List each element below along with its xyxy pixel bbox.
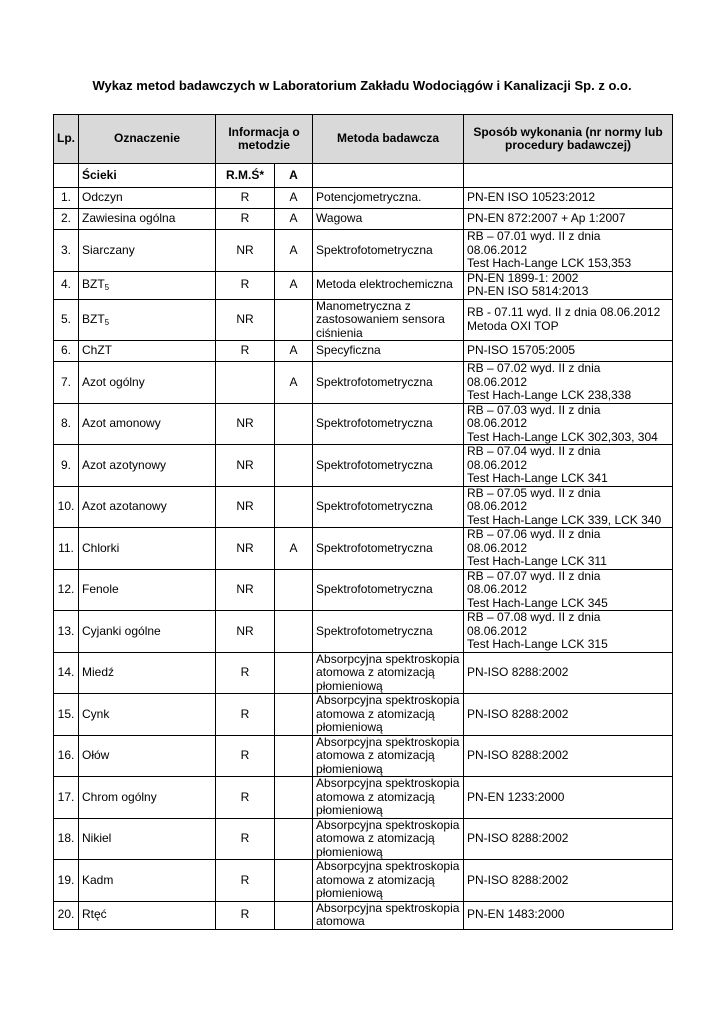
row-rms: R [216,694,275,736]
row-sposob-line: PN-ISO 8288:2002 [467,665,569,679]
row-oznaczenie-text: Cynk [82,706,110,721]
row-oznaczenie [79,341,216,362]
table-row [54,299,673,341]
row-oznaczenie-text: Ołów [82,748,110,762]
header-sposob: Sposób wykonania (nr normy lub procedury badawczej) [464,115,673,164]
row-metoda-line: Spektrofotometryczna [316,416,433,430]
row-metoda-line: atomowa z atomizacją [316,665,435,679]
table-row [54,271,673,299]
row-metoda-line: Spektrofotometryczna [316,499,433,513]
row-oznaczenie [79,777,216,819]
section-empty-sposob [464,164,673,188]
row-metoda-line: Absorpcyjna spektroskopia [316,817,460,832]
row-sposob-line: PN-EN 1899-1: 2002 [467,270,579,285]
row-lp: 9. [54,445,79,487]
row-a [275,445,313,487]
row-rms: R [216,341,275,362]
row-rms: R [216,818,275,860]
row-sposob-line: Test Hach-Lange LCK 153,353 [467,256,632,270]
row-oznaczenie [79,445,216,487]
row-sposob [464,611,673,653]
row-sposob-line: PN-EN 1483:2000 [467,907,565,922]
row-sposob-line: 08.06.2012 [467,457,528,472]
row-metoda-line: atomowa z atomizacją [316,706,435,721]
row-metoda-line: Potencjometryczna. [316,190,422,205]
row-lp: 14. [54,652,79,694]
row-metoda-line: Absorpcyjna spektroskopia [316,734,460,749]
row-a [275,901,313,929]
row-oznaczenie [79,901,216,929]
row-oznaczenie-text: Zawiesina ogólna [82,211,176,226]
row-sposob-line: RB – 07.01 wyd. II z dnia [467,229,601,243]
row-oznaczenie [79,860,216,902]
row-metoda [313,528,464,570]
row-metoda [313,362,464,404]
row-oznaczenie-text: Chlorki [82,540,120,555]
section-rms: R.M.Ś* [216,164,275,188]
row-sposob [464,188,673,209]
row-a [275,652,313,694]
row-oznaczenie [79,486,216,528]
row-sposob-line: RB – 07.05 wyd. II z dnia [467,485,601,500]
row-sposob-line: RB – 07.08 wyd. II z dnia [467,610,601,624]
row-metoda-line: Spektrofotometryczna [316,242,433,257]
row-metoda [313,860,464,902]
row-metoda [313,652,464,694]
row-sposob-line: PN-EN 872:2007 + Ap 1:2007 [467,211,626,226]
section-a: A [275,164,313,188]
row-oznaczenie-text: Rtęć [82,907,107,922]
row-a [275,403,313,445]
row-metoda-line: Absorpcyjna spektroskopia [316,900,460,915]
row-sposob-line: PN-ISO 8288:2002 [467,831,569,845]
row-oznaczenie-text: Kadm [82,872,114,887]
row-sposob-line: 08.06.2012 [467,582,528,596]
row-oznaczenie [79,271,216,299]
row-oznaczenie [79,611,216,653]
table-row [54,901,673,929]
row-sposob-line: Test Hach-Lange LCK 339, LCK 340 [467,512,662,527]
row-rms: R [216,652,275,694]
row-metoda-line: ciśnienia [316,325,363,340]
row-metoda [313,341,464,362]
row-sposob-line: RB – 07.07 wyd. II z dnia [467,568,601,583]
row-lp: 19. [54,860,79,902]
row-rms: NR [216,230,275,272]
table-row [54,569,673,611]
row-metoda [313,818,464,860]
row-a: A [275,528,313,570]
row-metoda-line: Spektrofotometryczna [316,457,433,472]
row-oznaczenie [79,528,216,570]
row-oznaczenie-text: Nikiel [82,831,112,845]
row-oznaczenie-text: BZT [82,277,105,292]
row-sposob [464,230,673,272]
table-row [54,209,673,230]
row-metoda-line: płomieniową [316,761,383,776]
row-sposob-line: 08.06.2012 [467,540,528,555]
row-sposob [464,901,673,929]
row-metoda [313,777,464,819]
row-sposob [464,486,673,528]
row-rms: R [216,209,275,230]
row-metoda [313,403,464,445]
row-metoda [313,445,464,487]
table-row [54,818,673,860]
row-rms: R [216,860,275,902]
row-sposob-line: Test Hach-Lange LCK 341 [467,471,608,485]
row-oznaczenie-text: Fenole [82,582,119,596]
row-metoda-line: Manometryczna z [316,298,411,313]
row-sposob-line: PN-ISO 15705:2005 [467,343,576,358]
row-metoda [313,299,464,341]
row-rms [216,362,275,404]
row-sposob-line: Test Hach-Lange LCK 345 [467,595,608,610]
row-a [275,777,313,819]
row-a: A [275,362,313,404]
row-sposob-line: PN-ISO 8288:2002 [467,872,569,887]
row-sposob [464,209,673,230]
table-row [54,403,673,445]
row-sposob-line: RB – 07.06 wyd. II z dnia [467,527,601,541]
table-row [54,777,673,819]
row-sposob-line: RB – 07.03 wyd. II z dnia [467,402,601,417]
row-metoda [313,735,464,777]
row-sposob [464,735,673,777]
row-lp: 18. [54,818,79,860]
row-oznaczenie [79,209,216,230]
table-row [54,362,673,404]
row-metoda-line: Absorpcyjna spektroskopia [316,651,460,666]
row-metoda-line: Spektrofotometryczna [316,374,433,389]
row-metoda [313,901,464,929]
row-oznaczenie-text: Azot ogólny [82,374,145,389]
row-sposob-line: 08.06.2012 [467,499,528,513]
row-oznaczenie [79,362,216,404]
row-oznaczenie-text: Chrom ogólny [82,789,157,804]
row-sposob-line: Test Hach-Lange LCK 315 [467,637,608,651]
page-title: Wykaz metod badawczych w Laboratorium Zakładu Wodociągów i Kanalizacji Sp. z o.o. [92,78,632,93]
row-lp: 6. [54,341,79,362]
row-a [275,818,313,860]
row-lp: 11. [54,528,79,570]
row-a [275,569,313,611]
table-row [54,341,673,362]
row-lp: 15. [54,694,79,736]
row-metoda-line: Metoda elektrochemiczna [316,277,453,292]
row-lp: 12. [54,569,79,611]
row-sposob [464,341,673,362]
row-sposob-line: PN-ISO 8288:2002 [467,706,569,721]
table-row [54,230,673,272]
row-sposob [464,777,673,819]
row-metoda-line: Absorpcyjna spektroskopia [316,859,460,873]
row-rms: NR [216,486,275,528]
row-sposob [464,299,673,341]
section-row [54,164,673,188]
row-sposob-line: PN-EN ISO 10523:2012 [467,190,596,205]
row-rms: NR [216,611,275,653]
row-metoda-line: płomieniową [316,678,383,693]
row-oznaczenie-text: Azot amonowy [82,416,161,430]
row-a: A [275,230,313,272]
row-oznaczenie [79,694,216,736]
row-lp: 13. [54,611,79,653]
row-metoda-line: atomowa z atomizacją [316,789,435,804]
row-oznaczenie-text: Odczyn [82,190,123,205]
row-metoda [313,694,464,736]
row-sposob-line: 08.06.2012 [467,623,528,638]
row-oznaczenie [79,735,216,777]
row-sposob-line: RB – 07.02 wyd. II z dnia [467,361,601,375]
row-metoda [313,188,464,209]
row-a [275,694,313,736]
row-oznaczenie-text: Cyjanki ogólne [82,623,161,638]
row-sposob [464,445,673,487]
header-oznaczenie: Oznaczenie [79,115,216,164]
row-a [275,860,313,902]
row-rms: NR [216,528,275,570]
row-oznaczenie [79,230,216,272]
row-metoda-line: atomowa z atomizacją [316,872,435,887]
row-sposob [464,362,673,404]
row-sposob-line: Test Hach-Lange LCK 302,303, 304 [467,429,658,444]
row-oznaczenie-text: Miedź [82,665,115,679]
row-metoda-line: zastosowaniem sensora [316,312,445,326]
row-metoda-line: płomieniową [316,844,383,859]
row-oznaczenie-text: Siarczany [82,242,135,257]
row-metoda [313,209,464,230]
table-row [54,528,673,570]
row-oznaczenie [79,299,216,341]
row-oznaczenie-subscript: 5 [104,318,110,327]
table-row [54,188,673,209]
row-metoda [313,611,464,653]
row-lp: 4. [54,271,79,299]
row-lp: 16. [54,735,79,777]
row-sposob-line: RB – 07.04 wyd. II z dnia [467,444,601,458]
row-oznaczenie [79,403,216,445]
row-sposob [464,271,673,299]
row-lp: 7. [54,362,79,404]
row-a [275,299,313,341]
row-lp: 17. [54,777,79,819]
row-sposob [464,818,673,860]
row-metoda-line: Absorpcyjna spektroskopia [316,693,460,707]
row-sposob-line: Metoda OXI TOP [467,318,559,333]
row-sposob [464,860,673,902]
row-metoda-line: atomowa z atomizacją [316,831,435,845]
row-sposob [464,652,673,694]
row-a: A [275,209,313,230]
row-sposob-line: RB - 07.11 wyd. II z dnia 08.06.2012 [467,305,661,320]
row-metoda-line: Spektrofotometryczna [316,623,433,638]
row-oznaczenie [79,569,216,611]
row-metoda-line: płomieniową [316,720,383,734]
table-row [54,735,673,777]
row-metoda-line: Wagowa [316,211,363,226]
row-a: A [275,188,313,209]
row-sposob-line: PN-ISO 8288:2002 [467,748,569,762]
row-sposob-line: 08.06.2012 [467,242,528,257]
row-sposob [464,403,673,445]
row-metoda-line: płomieniową [316,803,383,817]
row-rms: NR [216,569,275,611]
row-sposob-line: 08.06.2012 [467,374,528,389]
section-name: Ścieki [79,164,216,188]
row-a [275,611,313,653]
row-lp: 2. [54,209,79,230]
row-metoda-line: płomieniową [316,886,383,900]
row-metoda-line: Specyficzna [316,343,381,358]
row-sposob-line: Test Hach-Lange LCK 238,338 [467,388,632,402]
methods-table [53,114,673,930]
row-rms: R [216,735,275,777]
table-row [54,486,673,528]
table-row [54,611,673,653]
table-row [54,694,673,736]
row-lp: 3. [54,230,79,272]
header-lp: Lp. [54,115,79,164]
row-lp: 5. [54,299,79,341]
row-metoda [313,486,464,528]
header-informacja: Informacja o metodzie [216,115,313,164]
section-empty-lp [54,164,79,188]
row-sposob-line: 08.06.2012 [467,416,528,430]
row-oznaczenie [79,652,216,694]
row-metoda-line: Spektrofotometryczna [316,540,433,555]
row-sposob [464,569,673,611]
row-rms: R [216,271,275,299]
header-metoda: Metoda badawcza [313,115,464,164]
row-metoda [313,230,464,272]
row-a [275,735,313,777]
row-sposob [464,694,673,736]
row-lp: 10. [54,486,79,528]
row-lp: 20. [54,901,79,929]
row-rms: NR [216,445,275,487]
row-oznaczenie-text: ChZT [82,343,112,358]
row-lp: 1. [54,188,79,209]
row-oznaczenie-text: Azot azotynowy [82,457,167,472]
row-oznaczenie [79,818,216,860]
row-a: A [275,341,313,362]
row-metoda-line: Spektrofotometryczna [316,582,433,596]
row-sposob-line: Test Hach-Lange LCK 311 [467,554,607,568]
row-oznaczenie-text: BZT [82,312,105,326]
row-rms: R [216,188,275,209]
row-rms: NR [216,299,275,341]
row-sposob-line: PN-EN ISO 5814:2013 [467,284,589,298]
row-rms: NR [216,403,275,445]
row-a [275,486,313,528]
row-metoda [313,569,464,611]
row-metoda-line: atomowa z atomizacją [316,748,435,762]
row-oznaczenie-subscript: 5 [104,283,110,293]
table-row [54,652,673,694]
row-rms: R [216,901,275,929]
table-row [54,860,673,902]
row-lp: 8. [54,403,79,445]
row-metoda-line: Absorpcyjna spektroskopia [316,776,460,790]
section-empty-metoda [313,164,464,188]
row-oznaczenie [79,188,216,209]
row-metoda-line: atomowa [316,914,365,928]
row-sposob-line: PN-EN 1233:2000 [467,789,565,804]
row-metoda [313,271,464,299]
row-oznaczenie-text: Azot azotanowy [82,499,167,513]
row-rms: R [216,777,275,819]
table-row [54,445,673,487]
row-sposob [464,528,673,570]
table-header-row [54,115,673,164]
row-a: A [275,271,313,299]
